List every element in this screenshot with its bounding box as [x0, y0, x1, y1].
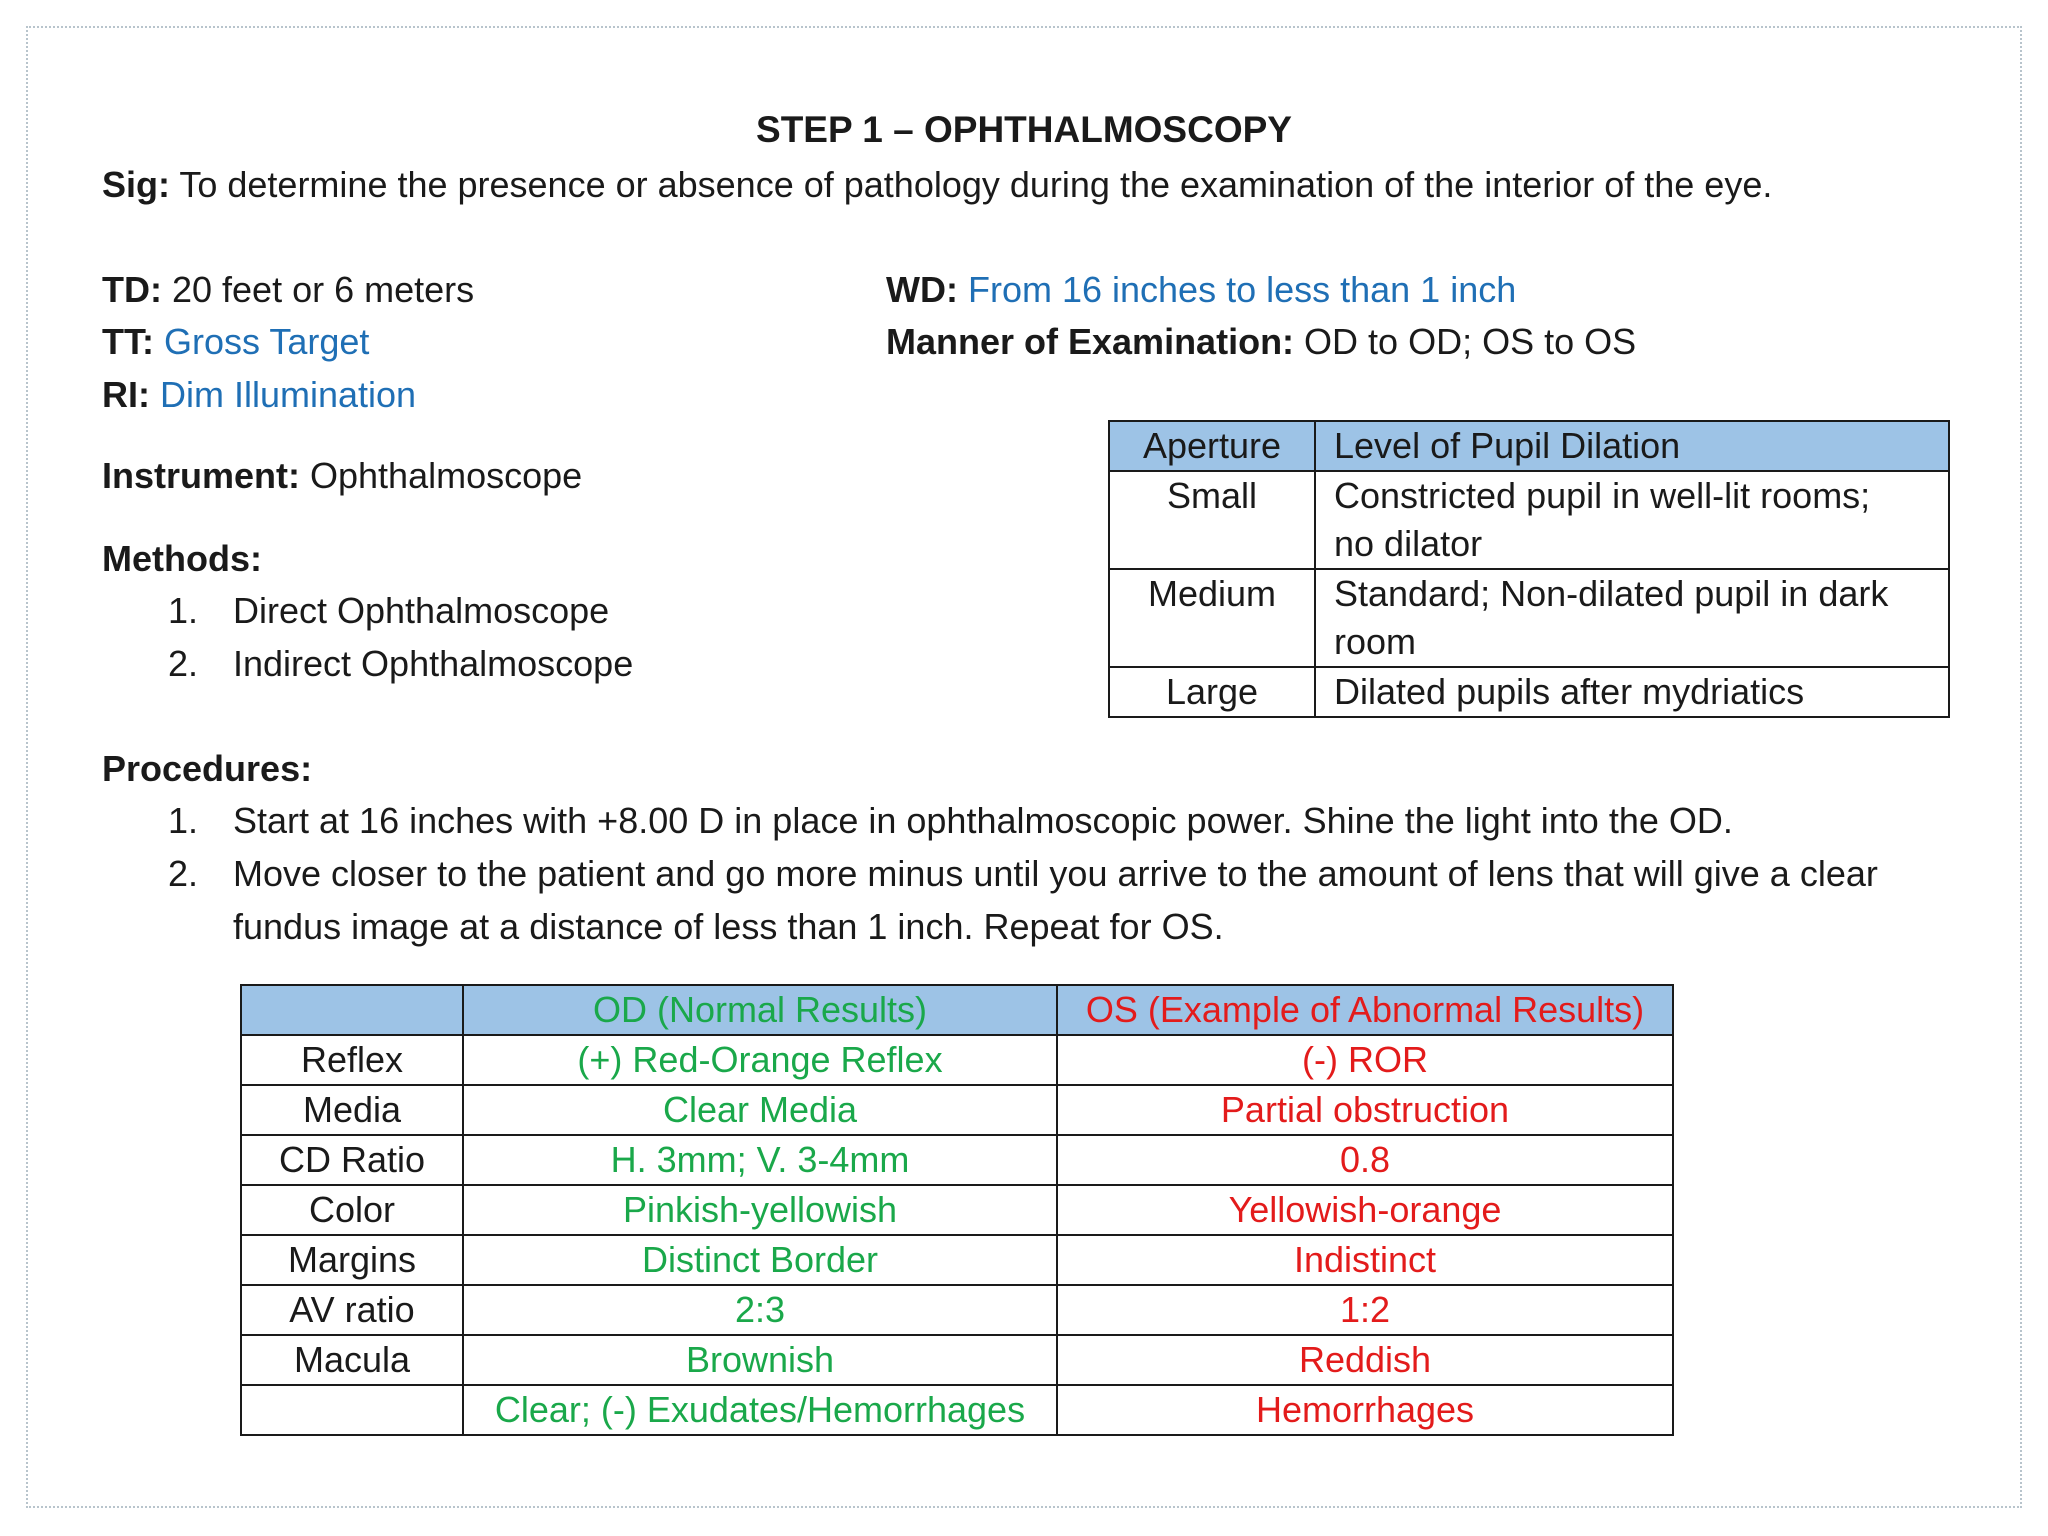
os-cell: 0.8: [1057, 1135, 1673, 1185]
os-cell: Hemorrhages: [1057, 1385, 1673, 1435]
table-row: [1109, 569, 1949, 667]
sig-line: [102, 163, 1772, 207]
table-row: [241, 1135, 1673, 1185]
od-cell: Pinkish-yellowish: [463, 1185, 1057, 1235]
td-text: 20 feet or 6 meters: [161, 269, 475, 310]
os-cell: 1:2: [1057, 1285, 1673, 1335]
sig-label: Sig:: [102, 164, 170, 205]
od-cell: 2:3: [463, 1285, 1057, 1335]
results-table-header: [241, 985, 1673, 1035]
dilation-header: Level of Pupil Dilation: [1315, 421, 1949, 471]
manner-text: OD to OD; OS to OS: [1294, 321, 1637, 362]
sig-text: To determine the presence or absence of pathology during the examination of the interior of the eye.: [170, 164, 1773, 205]
wd-line: [886, 268, 1516, 312]
od-cell: H. 3mm; V. 3-4mm: [463, 1135, 1057, 1185]
td-label: TD:: [102, 269, 162, 310]
manner-label: Manner of Examination:: [886, 321, 1295, 362]
ri-text: Dim Illumination: [150, 374, 417, 415]
results-table: [240, 984, 1674, 1436]
aperture-header: Aperture: [1109, 421, 1315, 471]
od-cell: Distinct Border: [463, 1235, 1057, 1285]
parameter-cell: CD Ratio: [241, 1135, 463, 1185]
table-row: [241, 1285, 1673, 1335]
aperture-table-header: [1109, 421, 1949, 471]
procedures-item-2-line-2: fundus image at a distance of less than 1 inch. Repeat for OS.: [233, 906, 1224, 947]
od-cell: Brownish: [463, 1335, 1057, 1385]
methods-num-2: 2.: [168, 643, 199, 684]
blank-header: [241, 985, 463, 1035]
methods-item-1: Direct Ophthalmoscope: [233, 590, 610, 631]
ri-label: RI:: [102, 374, 150, 415]
tt-text: Gross Target: [153, 321, 370, 362]
parameter-cell: Media: [241, 1085, 463, 1135]
dilation-line: no dilator: [1334, 523, 1483, 564]
os-cell: Indistinct: [1057, 1235, 1673, 1285]
aperture-cell: Small: [1109, 471, 1315, 569]
wd-label: WD:: [886, 269, 958, 310]
table-row: [241, 1085, 1673, 1135]
ri-line: [102, 373, 416, 417]
os-cell: (-) ROR: [1057, 1035, 1673, 1085]
aperture-cell: Medium: [1109, 569, 1315, 667]
tt-label: TT:: [102, 321, 154, 362]
instrument-label: Instrument:: [102, 455, 300, 496]
procedures-num-2: 2.: [168, 853, 199, 894]
dilation-line: Standard; Non-dilated pupil in dark: [1334, 573, 1889, 614]
od-cell: (+) Red-Orange Reflex: [463, 1035, 1057, 1085]
tt-line: [102, 320, 369, 364]
page-title: STEP 1 – OPHTHALMOSCOPY: [756, 109, 1292, 150]
table-row: [241, 1185, 1673, 1235]
table-row: [241, 1035, 1673, 1085]
table-row: [1109, 471, 1949, 569]
table-row: [241, 1335, 1673, 1385]
procedures-item-1: Start at 16 inches with +8.00 D in place in ophthalmoscopic power. Shine the light into the OD.: [233, 800, 1733, 841]
od-header: OD (Normal Results): [463, 985, 1057, 1035]
td-line: [102, 268, 474, 312]
table-row: [1109, 667, 1949, 717]
dilation-line: Constricted pupil in well-lit rooms;: [1334, 475, 1871, 516]
dilation-cell: [1315, 471, 1949, 569]
dilation-cell: [1315, 667, 1949, 717]
parameter-cell: Reflex: [241, 1035, 463, 1085]
dilation-line: Dilated pupils after mydriatics: [1334, 671, 1805, 712]
wd-text: From 16 inches to less than 1 inch: [957, 269, 1517, 310]
methods-num-1: 1.: [168, 590, 199, 631]
od-cell: Clear Media: [463, 1085, 1057, 1135]
aperture-cell: Large: [1109, 667, 1315, 717]
table-row: [241, 1235, 1673, 1285]
os-cell: Reddish: [1057, 1335, 1673, 1385]
parameter-cell: Color: [241, 1185, 463, 1235]
dilation-cell: [1315, 569, 1949, 667]
parameter-cell: AV ratio: [241, 1285, 463, 1335]
parameter-cell: Macula: [241, 1335, 463, 1385]
procedures-item-2-line-1: Move closer to the patient and go more minus until you arrive to the amount of lens that will give a clear: [233, 853, 1878, 894]
parameter-cell: Margins: [241, 1235, 463, 1285]
methods-item-2: Indirect Ophthalmoscope: [233, 643, 634, 684]
parameter-cell: [241, 1385, 463, 1435]
dilation-line: room: [1334, 621, 1417, 662]
manner-line: [886, 320, 1636, 364]
procedures-heading: Procedures:: [102, 748, 313, 789]
methods-heading: Methods:: [102, 538, 262, 579]
os-cell: Yellowish-orange: [1057, 1185, 1673, 1235]
os-header: OS (Example of Abnormal Results): [1057, 985, 1673, 1035]
instrument-text: Ophthalmoscope: [300, 455, 583, 496]
instrument-line: [102, 454, 582, 498]
os-cell: Partial obstruction: [1057, 1085, 1673, 1135]
aperture-table: [1108, 420, 1950, 718]
table-row: [241, 1385, 1673, 1435]
procedures-num-1: 1.: [168, 800, 199, 841]
od-cell: Clear; (-) Exudates/Hemorrhages: [463, 1385, 1057, 1435]
